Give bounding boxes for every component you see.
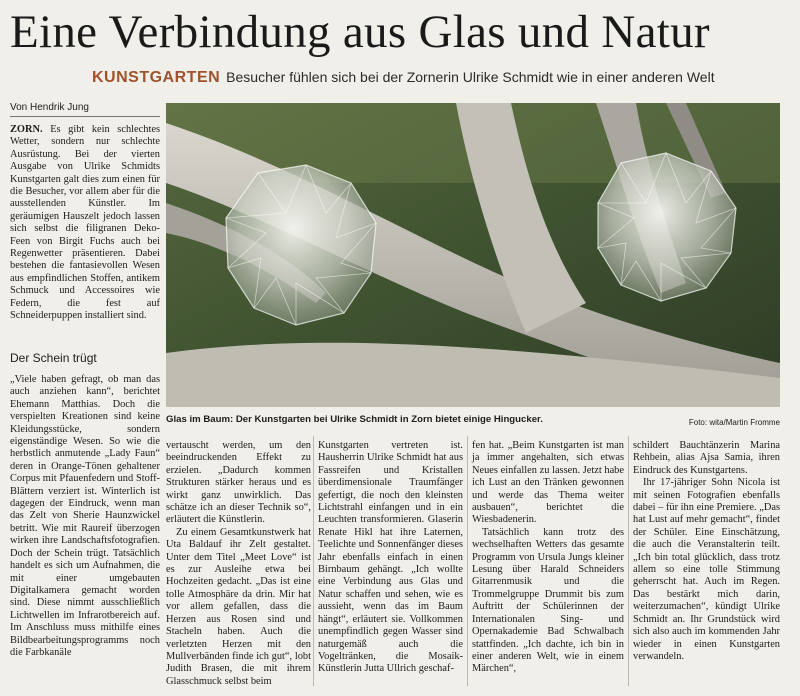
column-3 [318, 440, 463, 676]
column-divider [628, 436, 629, 686]
column-2 [166, 440, 311, 688]
subhead: Der Schein trügt [10, 351, 97, 365]
photo-credit: Foto: wita/Martin Fromme [688, 418, 780, 427]
column-2-paragraph: vertauscht werden, um den beeindruckenden Effekt zu erzielen. „Dadurch kommen Strukturen stärker heraus und es wirkt ganz unwirklich. Das schätze ich an dieser Technik so“, erläutert die Künstlerin. [166, 440, 311, 526]
column-3-paragraph: Kunstgarten vertreten ist. Hausherrin Ulrike Schmidt hat aus Fassreifen und Kristallen überdimensionale Traumfänger gefertigt, die noch den kleinsten Lichtstrahl einfangen und in ein Leuchten transformieren. Glaserin Renate Hikl hat ihre Laternen, Teelichte und Sonnenfänger dieses Jahr ebenfalls einfach in einen Birnbaum gehängt. „Ich wollte eine Verbindung aus Glas und Natur schaffen und sehen, wie es aussieht, wenn das im Baum hängt“, erläutert sie. Vollkommen unempfindlich gegen Wasser sind naturgemäß auch die Vogeltränken, die Mosaik-Künstlerin Jutta Ullrich geschaf- [318, 440, 463, 675]
kicker: KUNSTGARTEN [92, 69, 221, 86]
subtitle: Besucher fühlen sich bei der Zornerin Ulrike Schmidt wie in einer anderen Welt [226, 69, 715, 85]
column-1 [10, 374, 160, 659]
author-byline: Von Hendrik Jung [10, 102, 89, 113]
column-5-paragraph: schildert Bauchtänzerin Marina Rehbein, alias Ajsa Samia, ihren Eindruck des Kunstgartens. [633, 440, 780, 476]
column-5-paragraph: Ihr 17-jähriger Sohn Nicola ist mit seinen Fotografien ebenfalls dabei – für ihn eine Premiere. „Das hat Lust auf mehr gemacht“, findet der Schüler. Eine Einschätzung, die auch die Veranstalterin teilt. „Ich bin total glücklich, dass trotz allem so eine tolle Stimmung geherrscht hat. Auch im Regen. Das bestärkt mich darin, weiterzumachen“, kündigt Ulrike Schmidt an. Ihr Grundstück wird sich also auch im kommenden Jahr wieder in einen Kunstgarten verwandeln. [633, 477, 780, 662]
column-4-paragraph: fen hat. „Beim Kunstgarten ist man ja immer angehalten, sich etwas Neues einfallen zu lassen. Jetzt habe ich Lust an den Tränken gewonnen und werde das Thema weiter ausbauen“, berichtet die Wiesbadenerin. [472, 440, 624, 526]
lead-paragraph [10, 124, 160, 323]
photo-caption: Glas im Baum: Der Kunstgarten bei Ulrike Schmidt in Zorn bietet einige Hingucker. [166, 414, 543, 425]
column-4 [472, 440, 624, 676]
column-divider [313, 436, 314, 686]
dateline: ZORN. [10, 124, 43, 135]
column-2-paragraph: Zu einem Gesamtkunstwerk hat Uta Baldauf ihr Zelt gestaltet. Unter dem Titel „Meet Love“ ist es zur Ausleihe etwa bei Hochzeiten gedacht. „Das ist eine tolle Atmosphäre da drin. Mir hat vor allem gefallen, dass die Herzen aus Rosen sind und Stacheln haben. Auch die verletzten Herzen mit den Mullverbänden finde ich gut“, lobt Judith Brasen, die mit ihrem Glasschmuck selbst beim [166, 526, 311, 687]
column-4-paragraph: Tatsächlich kann trotz des wechselhaften Wetters das gesamte Programm von Ursula Jungs kleiner Lesung über Harald Schneiders Gitarrenmusik und die Trommelgruppe Drummit bis zum Auftritt der Schülerinnen der Internationalen Sing- und Opernakademie Bad Schwalbach stattfinden. „Ich dachte, ich bin in einer anderen Welt, wie in einem Märchen“, [472, 526, 624, 675]
photo-glass-in-tree [166, 103, 780, 407]
article-photo [166, 103, 780, 407]
lead-text: Es gibt kein schlechtes Wetter, sondern nur schlechte Ausrüstung. Bei der vierten Ausgabe von Ulrike Schmidts Kunstgarten galt dies zum einen für die Besucher, vor allem aber für die ausstellenden Künstler. Im geräumigen Hauszelt jedoch lassen sich selbst die filigranen Deko-Feen von Birgit Fuchs auch bei Regenwetter präsentieren. Dabei bestehen die fantasievollen Wesen aus empfindlichen Stoffen, antikem Schmuck und Accessoires wie Federn, die fest auf Schneiderpuppen installiert sind. [10, 124, 160, 322]
byline-rule [10, 116, 160, 117]
column-divider [467, 436, 468, 686]
column-5 [633, 440, 780, 663]
subline [92, 66, 715, 88]
headline: Eine Verbindung aus Glas und Natur [10, 6, 710, 58]
column-1-paragraph: „Viele haben gefragt, ob man das auch anziehen kann“, berichtet Ehemann Matthias. Doch die verspielten Kreationen sind keine Kleidungsstücke, sondern eigenständige Wesen. So wie die herbstlich anmutende „Lady Faun“ deren in Orange-Tönen gehaltener Corpus mit Pfauenfedern und Stoff-Blättern verziert ist. Winterlich ist dagegen der Eindruck, wenn man das Zelt von Sherie Haunzwickel betritt. Wie mit Raureif überzogen wirken ihre Landschaftsfotografien. Doch der Schein trügt. Tatsächlich handelt es sich um Aufnahmen, die mit einer umgebauten Digitalkamera gemacht worden sind. Diese nimmt ausschließlich Lichtwellen im Infrarotbereich auf. Im Anschluss muss mithilfe eines Bildbearbeitungsprogramms noch die Farbkanäle [10, 374, 160, 658]
